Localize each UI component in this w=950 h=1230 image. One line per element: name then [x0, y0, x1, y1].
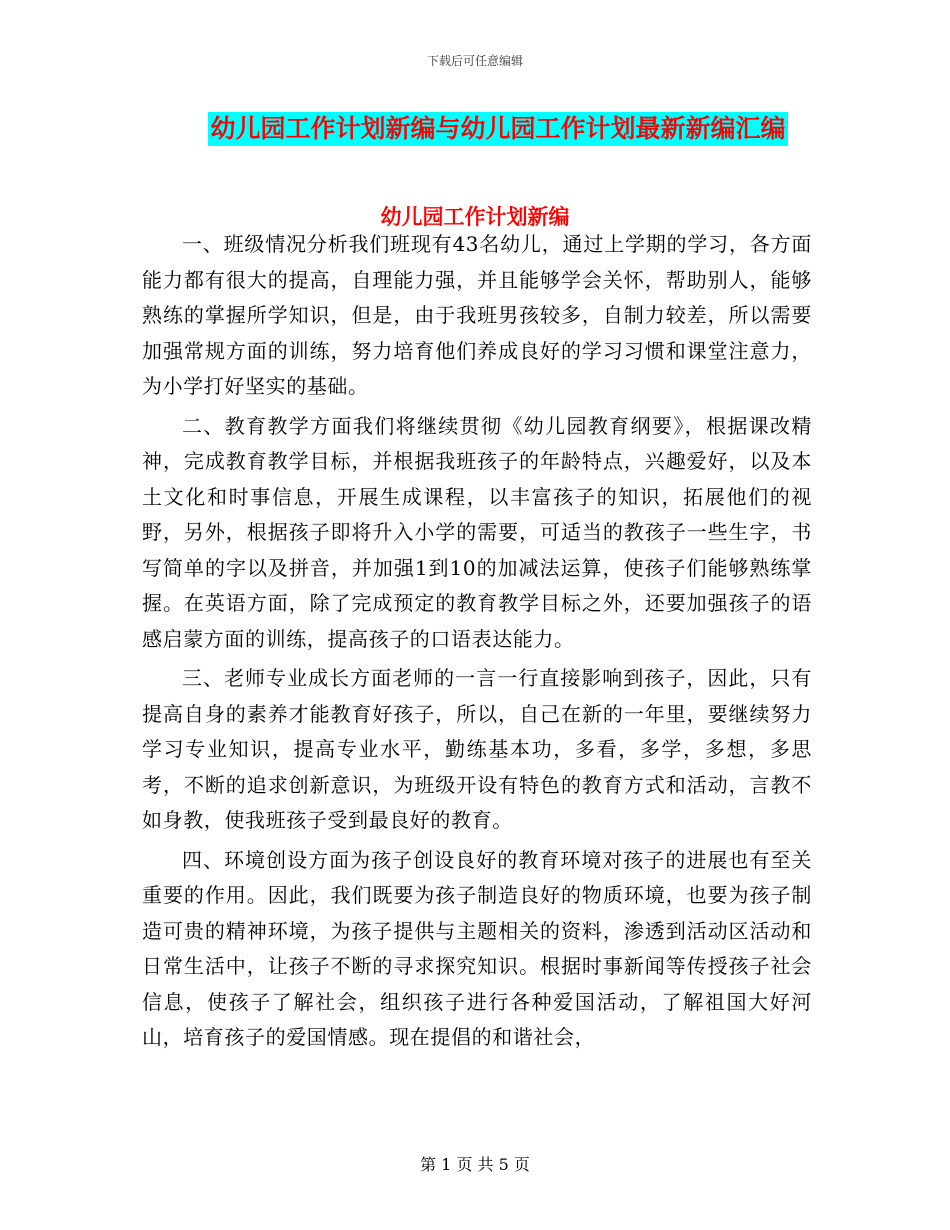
document-title: 幼儿园工作计划新编与幼儿园工作计划最新新编汇编 — [208, 112, 787, 146]
paragraph-teaching: 二、教育教学方面我们将继续贯彻《幼儿园教育纲要》，根据课改精神，完成教育教学目标，并根据我班孩子的年龄特点，兴趣爱好，以及本土文化和时事信息，开展生成课程，以丰富孩子的知识，拓展他们的视野，另外，根据孩子即将升入小学的需要，可适当的教孩子一些生字，书写简单的字以及拼音，并加强1到10的加减法运算，使孩子们能够熟练掌握。在英语方面，除了完成预定的教育教学目标之外，还要加强孩子的语感启蒙方面的训练，提高孩子的口语表达能力。 — [142, 413, 812, 651]
paragraph-teacher-growth: 三、老师专业成长方面老师的一言一行直接影响到孩子，因此，只有提高自身的素养才能教育好孩子，所以，自己在新的一年里，要继续努力学习专业知识，提高专业水平，勤练基本功，多看，多学，多想，多思考，不断的追求创新意识，为班级开设有特色的教育方式和活动，言教不如身教，使我班孩子受到最良好的教育。 — [142, 666, 812, 832]
paragraph-environment: 四、环境创设方面为孩子创设良好的教育环境对孩子的进展也有至关重要的作用。因此，我们既要为孩子制造良好的物质环境，也要为孩子制造可贵的精神环境，为孩子提供与主题相关的资料，渗透到活动区活动和日常生活中，让孩子不断的寻求探究知识。根据时事新闻等传授孩子社会信息，使孩子了解社会，组织孩子进行各种爱国活动，了解祖国大好河山，培育孩子的爱国情感。现在提倡的和谐社会， — [142, 847, 812, 1049]
page-header-note: 下载后可任意编辑 — [426, 54, 523, 68]
section-title: 幼儿园工作计划新编 — [380, 205, 570, 229]
document-title-container — [0, 112, 950, 146]
document-body — [142, 227, 812, 1060]
paragraph-class-analysis: 一、班级情况分析我们班现有43名幼儿，通过上学期的学习，各方面能力都有很大的提高，自理能力强，并且能够学会关怀，帮助别人，能够熟练的掌握所学知识，但是，由于我班男孩较多，自制力较差，所以需要加强常规方面的训练，努力培育他们养成良好的学习习惯和课堂注意力，为小学打好坚实的基础。 — [142, 232, 812, 398]
page-footer-indicator: 第 1 页 共 5 页 — [420, 1155, 530, 1174]
